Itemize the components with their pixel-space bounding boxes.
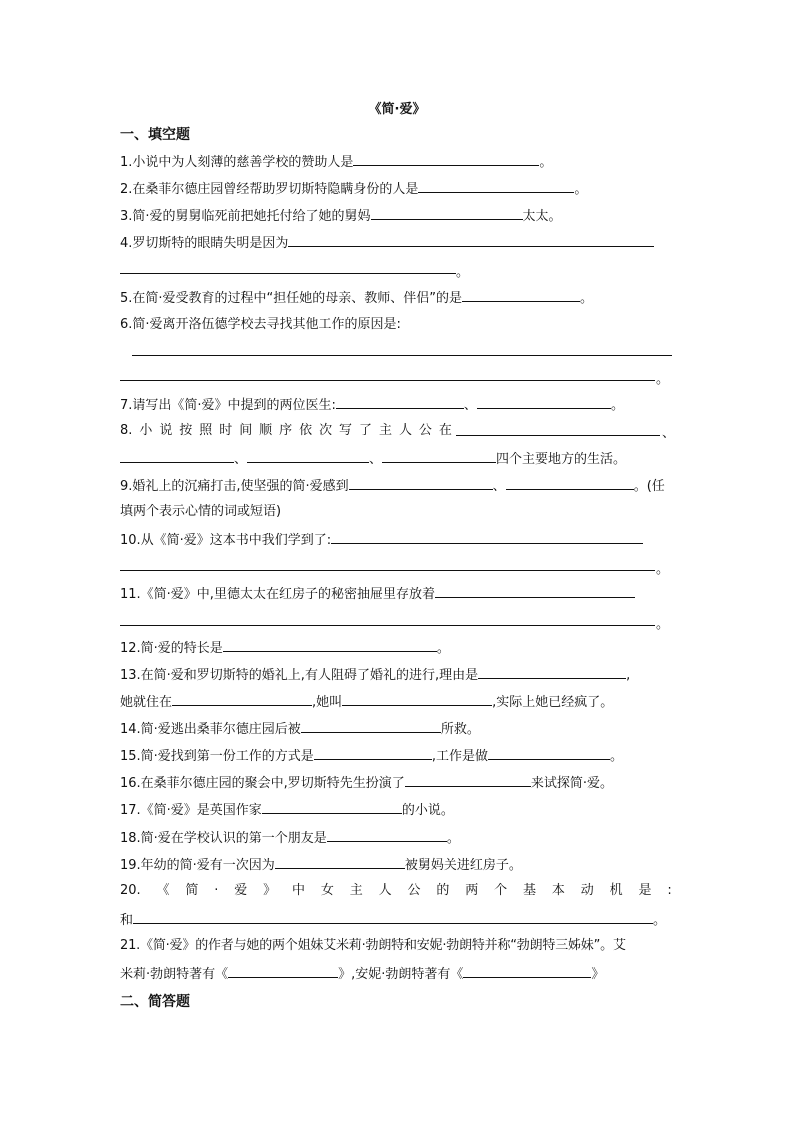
question-21-text: 米莉·勃朗特著有《 <box>120 967 229 982</box>
question-8-char: 公 <box>418 423 432 438</box>
answer-blank[interactable] <box>331 530 643 544</box>
question-8-char: 间 <box>239 423 253 438</box>
question-20 <box>120 882 672 900</box>
question-16-text: 16.在桑菲尔德庄园的聚会中,罗切斯特先生扮演了 <box>120 776 405 791</box>
question-8-char: 顺 <box>259 423 273 438</box>
question-17-text: 17.《简·爱》是英国作家 <box>120 803 262 818</box>
question-8-char: 序 <box>279 423 293 438</box>
question-9 <box>120 476 680 496</box>
question-20-char: 个 <box>494 883 508 898</box>
answer-blank[interactable] <box>172 692 312 706</box>
question-20-char: 人 <box>378 883 392 898</box>
question-13-text: 她就住在 <box>120 695 173 710</box>
question-14 <box>120 719 675 739</box>
answer-line[interactable] <box>456 435 660 436</box>
question-21-text: 》,安妮·勃朗特著有《 <box>338 967 464 982</box>
question-16-suffix: 来试探简·爱。 <box>530 776 613 791</box>
question-19 <box>120 855 675 875</box>
question-8-char: 写 <box>339 423 353 438</box>
answer-line[interactable] <box>120 570 655 571</box>
question-20-char: 的 <box>436 883 450 898</box>
question-14-suffix: 所救。 <box>440 722 480 737</box>
question-8-char: 次 <box>319 423 333 438</box>
punctuation: 、 <box>234 452 248 467</box>
question-21-line-2 <box>120 964 675 984</box>
punctuation: 。 <box>656 372 670 387</box>
question-19-suffix: 被舅妈关进红房子。 <box>404 858 522 873</box>
question-20-char: · <box>214 883 219 898</box>
punctuation: 。 <box>456 265 470 280</box>
question-3-text: 3.简·爱的舅舅临死前把她托付给了她的舅妈 <box>120 209 371 224</box>
question-5-text: 5.在简·爱受教育的过程中“担任她的母亲、教师、伴侣”的是 <box>120 291 463 306</box>
question-20-char: 是 <box>638 883 652 898</box>
question-7-text: 7.请写出《简·爱》中提到的两位医生: <box>120 398 336 413</box>
question-20-line-2 <box>120 910 675 930</box>
punctuation: 、 <box>662 426 676 441</box>
answer-blank[interactable] <box>382 449 496 463</box>
question-15-text: 15.简·爱找到第一份工作的方式是 <box>120 749 314 764</box>
answer-line[interactable] <box>120 273 456 274</box>
question-14-text: 14.简·爱逃出桑菲尔德庄园后被 <box>120 722 301 737</box>
answer-blank[interactable] <box>301 719 441 733</box>
answer-blank[interactable] <box>275 855 405 869</box>
section-short-answer: 二、简答题 <box>120 994 190 1010</box>
question-20-char: 中 <box>292 883 306 898</box>
punctuation: 。 <box>580 291 594 306</box>
punctuation: 。 <box>574 182 588 197</box>
question-10-text: 10.从《简·爱》这本书中我们学到了: <box>120 533 332 548</box>
answer-blank[interactable] <box>336 395 464 409</box>
question-2-text: 2.在桑菲尔德庄园曾经帮助罗切斯特隐瞒身份的人是 <box>120 182 419 197</box>
punctuation: 、 <box>369 452 383 467</box>
answer-blank[interactable] <box>133 910 653 924</box>
question-8-char: 按 <box>179 423 193 438</box>
answer-blank[interactable] <box>478 665 626 679</box>
question-20-char: 公 <box>407 883 421 898</box>
answer-blank[interactable] <box>342 692 492 706</box>
question-8-char: 了 <box>359 423 373 438</box>
question-17 <box>120 800 675 820</box>
question-11-text: 11.《简·爱》中,里德太太在红房子的秘密抽屉里存放着 <box>120 587 435 602</box>
answer-blank[interactable] <box>462 288 580 302</box>
question-8-line-2 <box>120 449 675 469</box>
question-20-char: 两 <box>465 883 479 898</box>
question-7 <box>120 395 675 415</box>
question-20-char: : <box>667 883 672 898</box>
question-8-char: 在 <box>438 423 452 438</box>
question-5 <box>120 288 675 308</box>
answer-line[interactable] <box>132 355 672 356</box>
question-13-suffix: ,实际上她已经疯了。 <box>492 695 614 710</box>
question-8-char: 时 <box>219 423 233 438</box>
question-9-note: 填两个表示心情的词或短语) <box>120 504 282 519</box>
document-title: 《简·爱》 <box>368 102 426 117</box>
answer-blank[interactable] <box>371 206 523 220</box>
answer-line[interactable] <box>120 380 655 381</box>
question-8-char: 照 <box>199 423 213 438</box>
question-13-text: 13.在简·爱和罗切斯特的婚礼上,有人阻碍了婚礼的进行,理由是 <box>120 668 479 683</box>
question-4 <box>120 233 675 253</box>
question-6-text: 6.简·爱离开洛伍德学校去寻找其他工作的原因是: <box>120 317 401 332</box>
answer-blank[interactable] <box>228 964 338 978</box>
punctuation: 。 <box>609 749 623 764</box>
question-21-suffix: 》 <box>591 967 605 982</box>
question-20-text: 和 <box>120 913 134 928</box>
answer-blank[interactable] <box>418 179 574 193</box>
question-8-char: 说 <box>159 423 173 438</box>
answer-blank[interactable] <box>314 746 432 760</box>
answer-blank[interactable] <box>506 476 634 490</box>
answer-blank[interactable] <box>262 800 402 814</box>
question-8-suffix: 四个主要地方的生活。 <box>496 452 627 467</box>
question-20-char: 女 <box>320 883 334 898</box>
answer-blank[interactable] <box>353 152 539 166</box>
question-1-text: 1.小说中为人刻薄的慈善学校的赞助人是 <box>120 155 354 170</box>
question-13-text: ,她叫 <box>312 695 343 710</box>
question-8-char: 小 <box>139 423 153 438</box>
question-20-char: 基 <box>523 883 537 898</box>
question-20-char: 本 <box>551 883 565 898</box>
question-21-text: 21.《简·爱》的作者与她的两个姐妹艾米莉·勃朗特和安妮·勃朗特并称“勃朗特三姊妹”。艾 <box>120 938 626 953</box>
question-21 <box>120 937 680 955</box>
punctuation: 、 <box>492 479 506 494</box>
question-18-text: 18.简·爱在学校认识的第一个朋友是 <box>120 831 327 846</box>
question-15 <box>120 746 675 766</box>
question-20-char: 爱 <box>234 883 248 898</box>
question-8-line-1 <box>120 422 452 440</box>
question-12-text: 12.简·爱的特长是 <box>120 641 223 656</box>
question-20-char: 动 <box>580 883 594 898</box>
question-13 <box>120 665 675 685</box>
punctuation: 。 <box>539 155 553 170</box>
question-13-line-2 <box>120 692 675 712</box>
question-4-text: 4.罗切斯特的眼睛失明是因为 <box>120 236 289 251</box>
question-8-char: 人 <box>398 423 412 438</box>
punctuation: 。 <box>436 641 450 656</box>
question-9-line-2 <box>120 503 675 521</box>
question-8-char: 主 <box>378 423 392 438</box>
question-9-suffix: 。(任 <box>633 479 665 494</box>
question-8-char: 8. <box>120 423 133 438</box>
question-1 <box>120 152 675 172</box>
question-20-char: 20. <box>120 883 141 898</box>
question-6 <box>120 316 675 334</box>
punctuation: 。 <box>656 562 670 577</box>
question-8-char: 依 <box>299 423 313 438</box>
answer-blank[interactable] <box>288 233 654 247</box>
punctuation: 。 <box>446 831 460 846</box>
question-3 <box>120 206 675 226</box>
answer-blank[interactable] <box>223 638 437 652</box>
question-20-char: 》 <box>263 883 277 898</box>
question-9-text: 9.婚礼上的沉痛打击,使坚强的简·爱感到 <box>120 479 349 494</box>
answer-blank[interactable] <box>488 746 610 760</box>
question-12 <box>120 638 675 658</box>
question-20-char: 机 <box>609 883 623 898</box>
answer-blank[interactable] <box>405 773 531 787</box>
answer-blank[interactable] <box>463 964 591 978</box>
punctuation: 。 <box>653 913 667 928</box>
punctuation: , <box>626 668 631 683</box>
section-fill-in-blank: 一、填空题 <box>120 127 190 143</box>
answer-blank[interactable] <box>435 584 635 598</box>
answer-blank[interactable] <box>120 449 234 463</box>
question-16 <box>120 773 675 793</box>
punctuation: 。 <box>610 398 624 413</box>
question-3-suffix: 太太。 <box>522 209 562 224</box>
question-10 <box>120 530 675 550</box>
question-11 <box>120 584 675 604</box>
question-20-char: 简 <box>185 883 199 898</box>
question-15-text: ,工作是做 <box>431 749 488 764</box>
answer-blank[interactable] <box>327 828 447 842</box>
question-20-char: 主 <box>349 883 363 898</box>
punctuation: 。 <box>656 617 670 632</box>
answer-blank[interactable] <box>247 449 369 463</box>
punctuation: 、 <box>463 398 477 413</box>
question-17-suffix: 的小说。 <box>401 803 454 818</box>
question-19-text: 19.年幼的简·爱有一次因为 <box>120 858 275 873</box>
question-2 <box>120 179 675 199</box>
answer-blank[interactable] <box>349 476 493 490</box>
answer-blank[interactable] <box>477 395 611 409</box>
answer-line[interactable] <box>120 625 655 626</box>
question-18 <box>120 828 675 848</box>
question-20-char: 《 <box>156 883 170 898</box>
